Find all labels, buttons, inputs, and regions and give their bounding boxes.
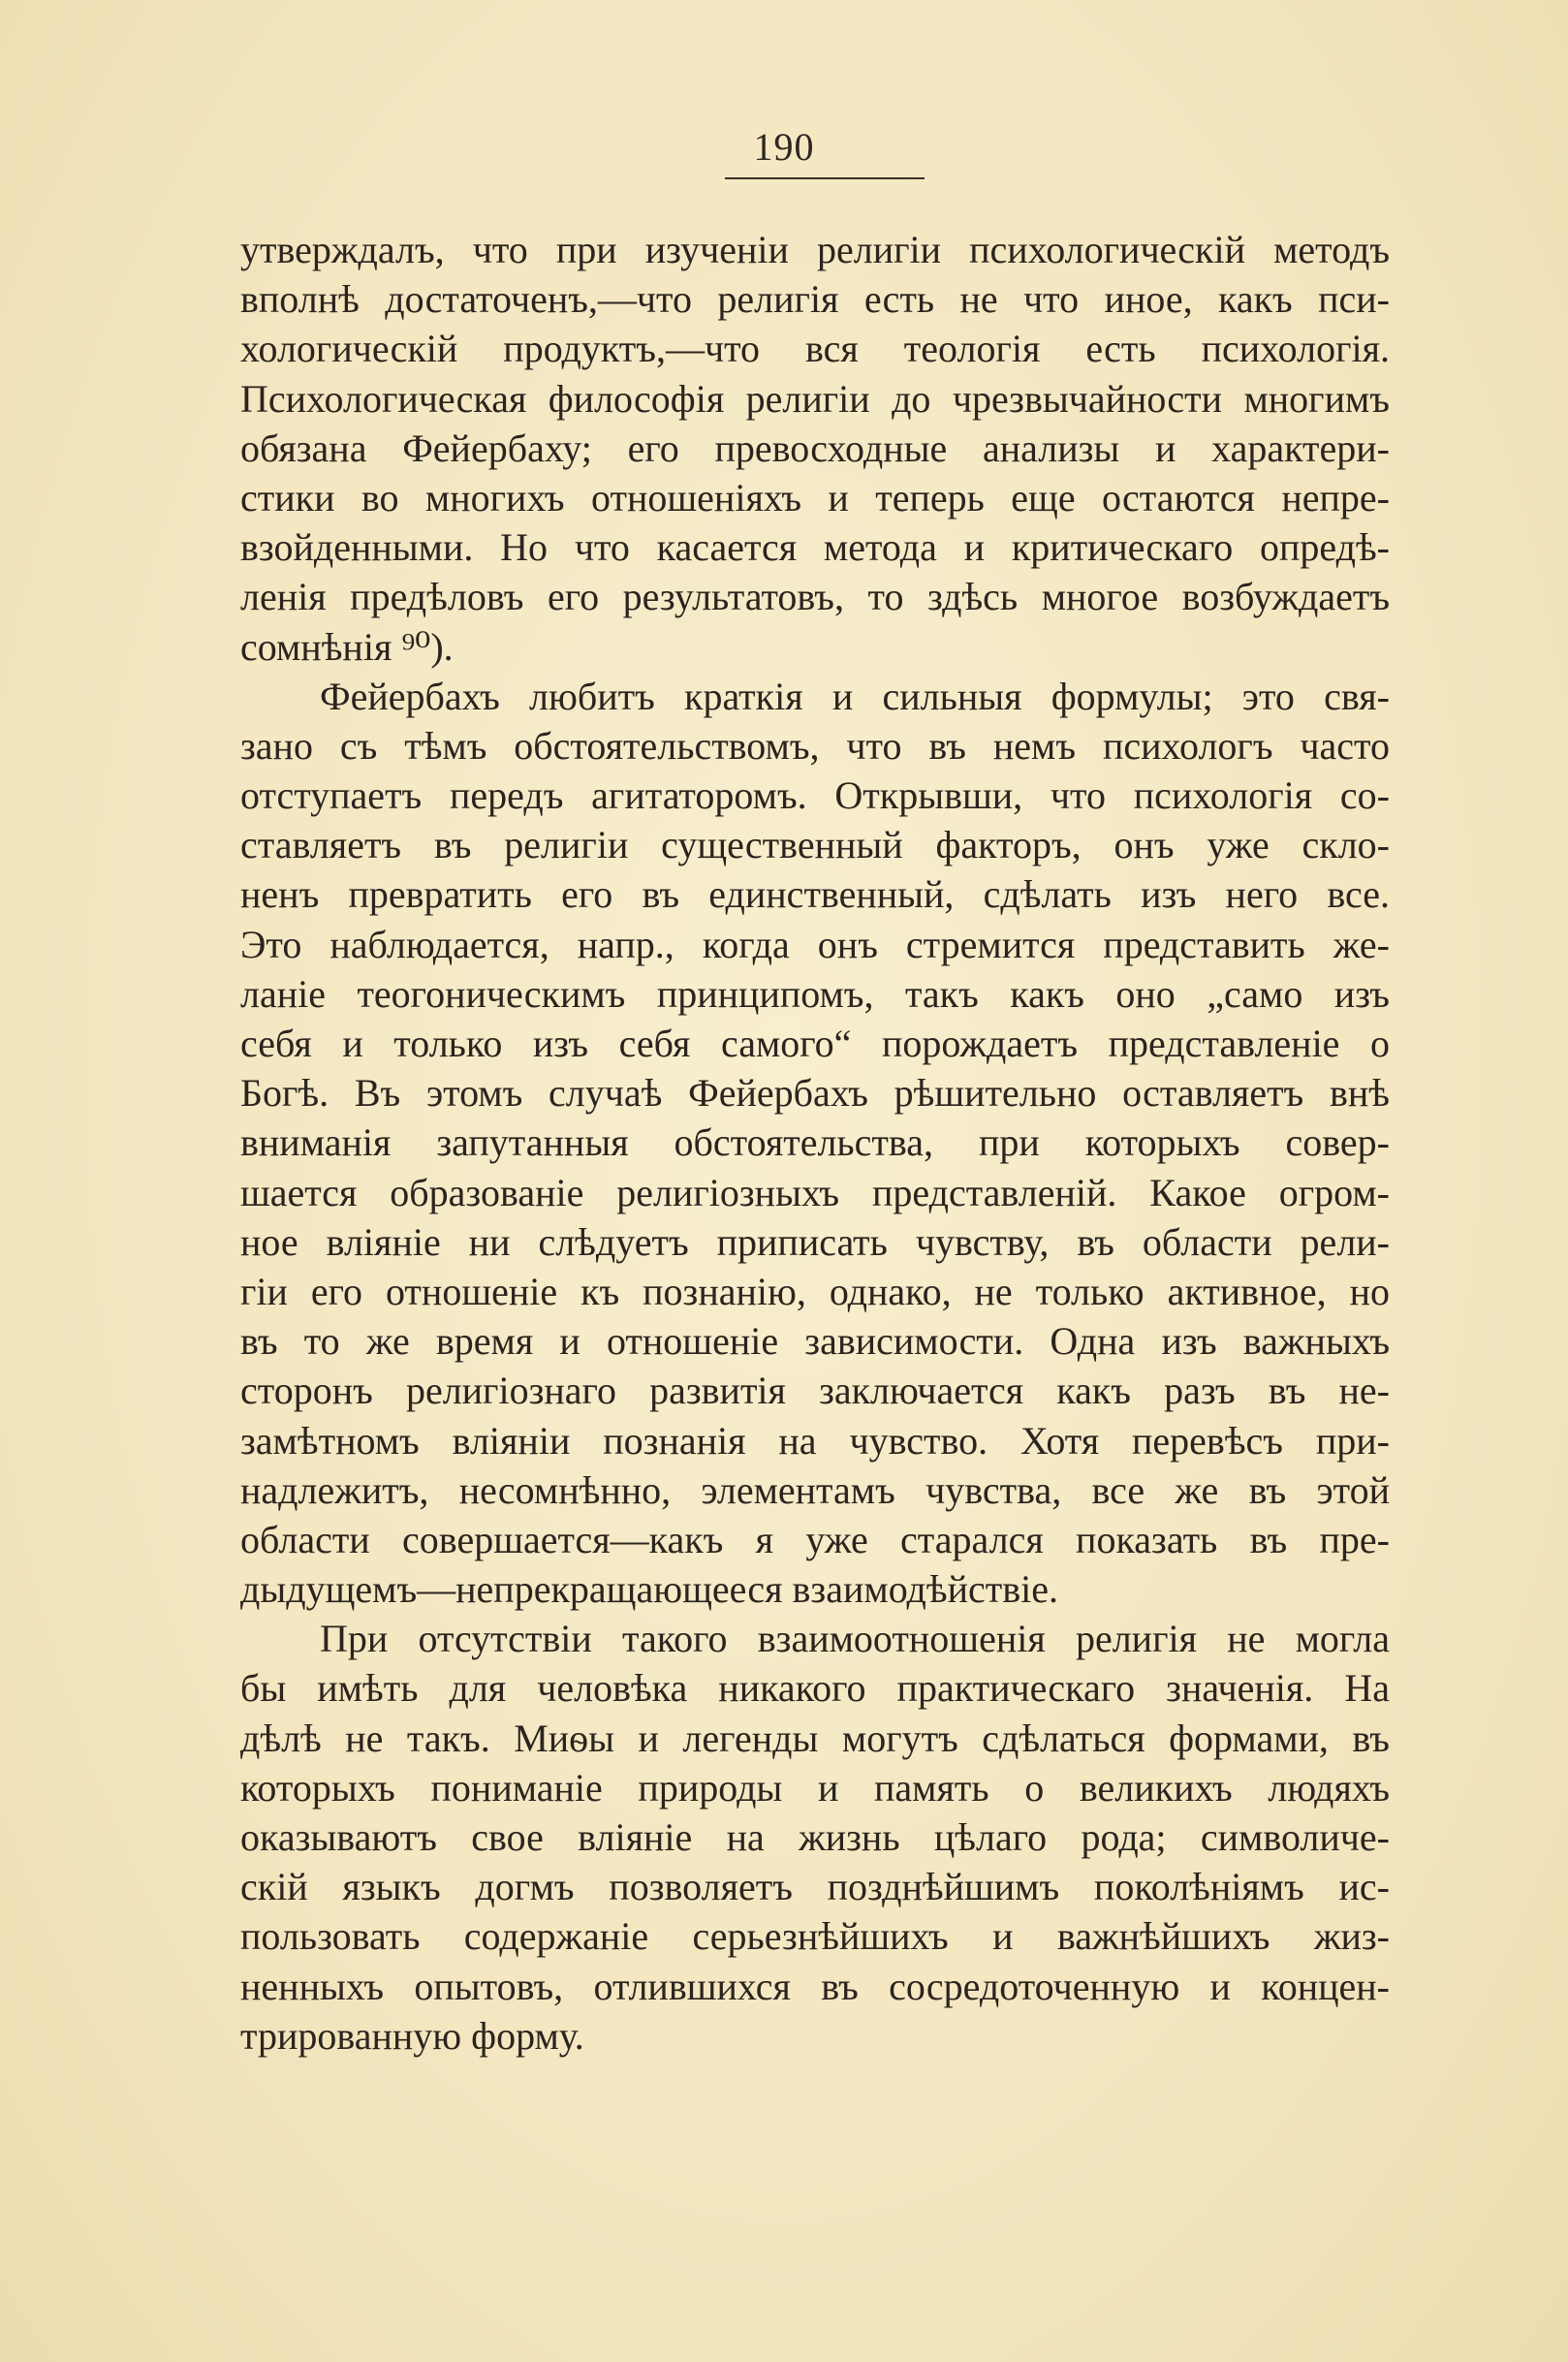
text-line: оказываютъ свое вліяніе на жизнь цѣлаго рода; символиче- [240,1815,1390,1859]
text-line: скій языкъ догмъ позволяетъ позднѣйшимъ поколѣніямъ ис- [240,1865,1390,1909]
text-line: сомнѣнія ⁹⁰). [240,624,454,669]
text-line: При отсутствіи такого взаимоотношенія религія не могла [320,1617,1390,1661]
text-line: обязана Фейербаху; его превосходные анализы и характери- [240,425,1390,470]
text-line: зано съ тѣмъ обстоятельствомъ, что въ немъ психологъ часто [240,723,1390,768]
text-line: области совершается—какъ я уже старался показать въ пре- [240,1517,1390,1561]
text-line: Психологическая философія религіи до чрезвычайности многимъ [240,376,1390,421]
text-line: замѣтномъ вліяніи познанія на чувство. Хотя перевѣсъ при- [240,1418,1390,1463]
page-number-underline [725,177,925,179]
text-line: ненъ превратить его въ единственный, сдѣлать изъ него все. [240,872,1390,917]
text-line: пользовать содержаніе серьезнѣйшихъ и важнѣйшихъ жиз- [240,1914,1390,1959]
text-line: шается образованіе религіозныхъ представленій. Какое огром- [240,1170,1390,1214]
text-line: сторонъ религіознаго развитія заключается какъ разъ въ не- [240,1369,1390,1413]
paragraph [240,1614,1390,2061]
text-line: бы имѣть для человѣка никакого практическаго значенія. На [240,1666,1390,1711]
text-line: Богѣ. Въ этомъ случаѣ Фейербахъ рѣшительно оставляетъ внѣ [240,1071,1390,1116]
text-line: ленія предѣловъ его результатовъ, то здѣсь многое возбуждаетъ [240,575,1390,619]
paragraph [240,225,1390,672]
body-text [240,225,1390,2061]
text-line: въ то же время и отношеніе зависимости. Одна изъ важныхъ [240,1319,1390,1364]
text-line: хологическій продуктъ,—что вся теологія есть психологія. [240,327,1390,371]
text-line: отступаетъ передъ агитаторомъ. Открывши, что психологія со- [240,773,1390,818]
text-line: трированную форму. [240,2013,584,2058]
text-line: ное вліяніе ни слѣдуетъ приписать чувству, въ области рели- [240,1219,1390,1264]
text-line: Это наблюдается, напр., когда онъ стремится представить же- [240,922,1390,966]
text-line: которыхъ пониманіе природы и память о великихъ людяхъ [240,1765,1390,1810]
text-line: ланіе теогоническимъ принципомъ, такъ какъ оно „само изъ [240,971,1390,1016]
text-line: стики во многихъ отношеніяхъ и теперь еще остаются непре- [240,475,1390,520]
text-line: себя и только изъ себя самого“ порождаетъ представленіе о [240,1022,1390,1065]
text-line: вниманія запутанныя обстоятельства, при которыхъ совер- [240,1120,1390,1165]
text-line: дѣлѣ не такъ. Миѳы и легенды могутъ сдѣлаться формами, въ [240,1716,1390,1760]
text-line: вполнѣ достаточенъ,—что религія есть не что иное, какъ пси- [240,277,1390,322]
text-line: взойденными. Но что касается метода и критическаго опредѣ- [240,525,1390,570]
text-line: надлежитъ, несомнѣнно, элементамъ чувства, все же въ этой [240,1467,1390,1512]
text-line: ненныхъ опытовъ, отлившихся въ сосредоточенную и концен- [240,1964,1390,2008]
text-line: дыдущемъ—непрекращающееся взаимодѣйствіе. [240,1567,1059,1612]
text-line: Фейербахъ любитъ краткія и сильныя формулы; это свя- [320,674,1390,718]
page-number: 190 [753,125,815,169]
text-line: гіи его отношеніе къ познанію, однако, не только активное, но [240,1269,1390,1313]
paragraph [240,672,1390,1615]
text-line: утверждалъ, что при изученіи религіи психологическій методъ [240,228,1390,271]
text-line: ставляетъ въ религіи существенный факторъ, онъ уже скло- [240,823,1390,867]
